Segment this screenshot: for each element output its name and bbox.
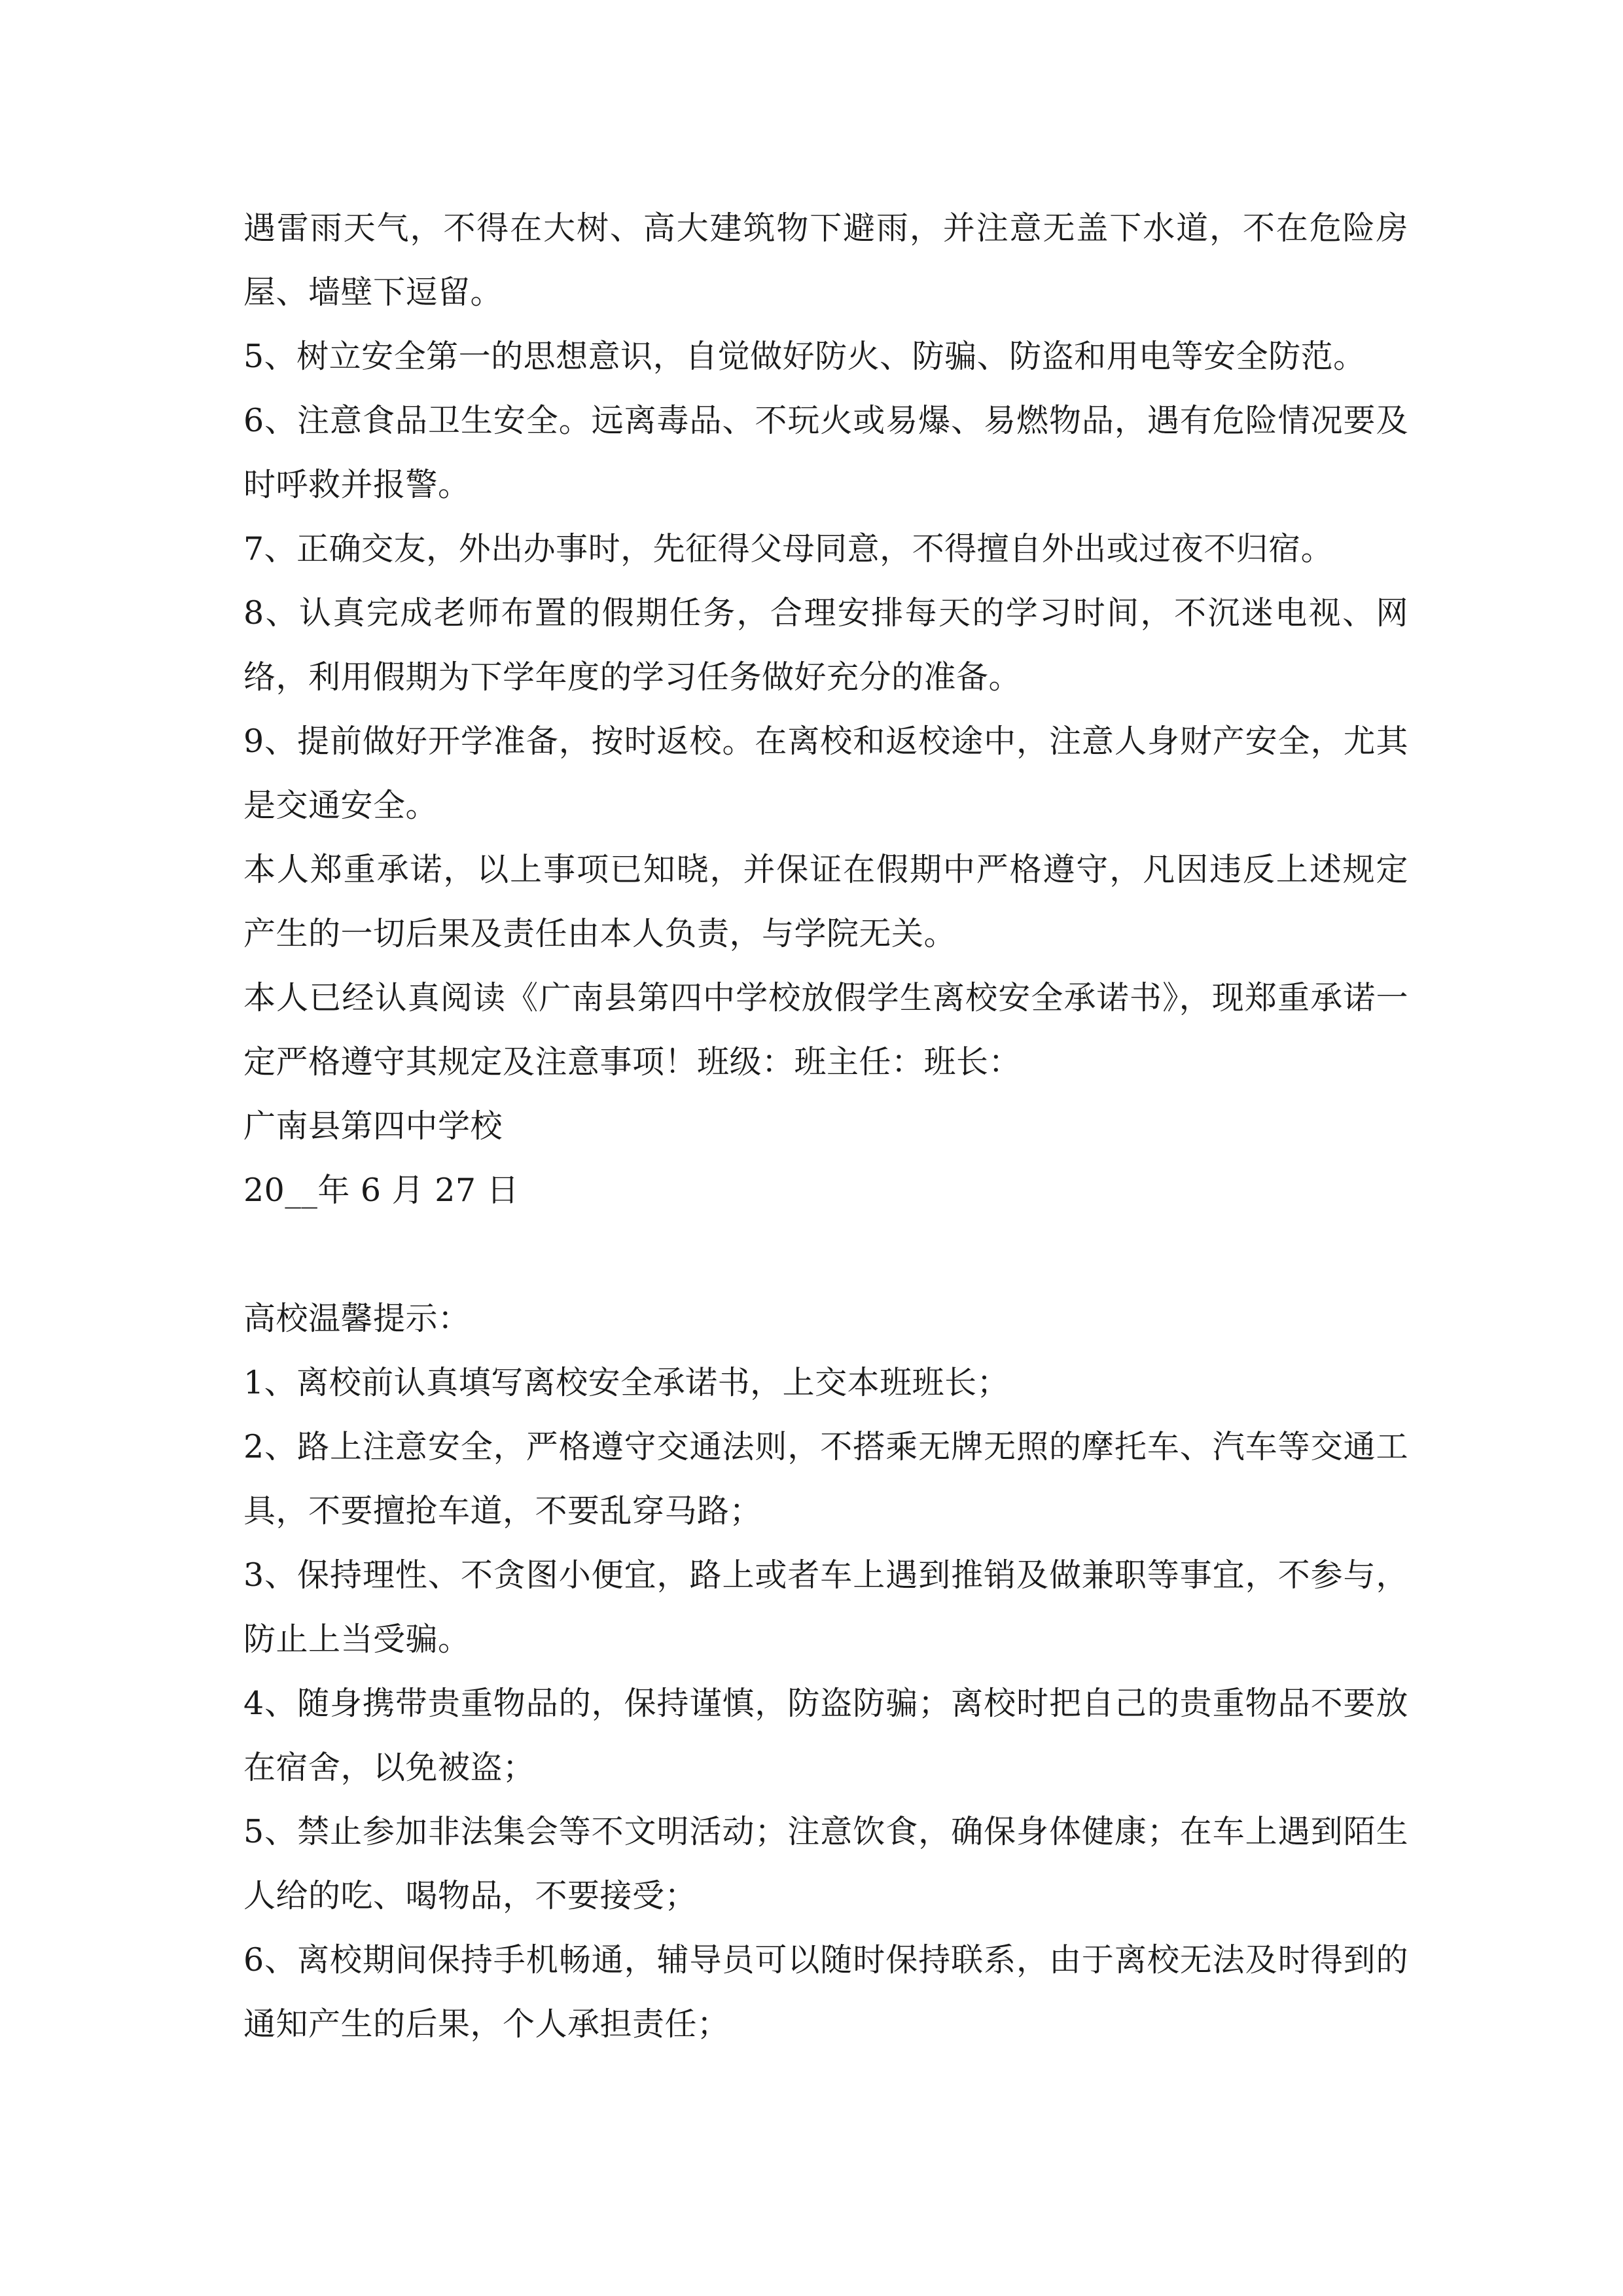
section-spacer: [243, 1223, 1408, 1287]
paragraph-item-9: 9、提前做好开学准备，按时返校。在离校和返校途中，注意人身财产安全，尤其是交通安全。: [243, 723, 1408, 824]
document-body: [243, 196, 1408, 2056]
document-date: 20__年 6 月 27 日: [243, 1172, 520, 1209]
paragraph-item-5: 5、树立安全第一的思想意识，自觉做好防火、防骗、防盗和用电等安全防范。: [243, 338, 1366, 375]
tip-item-5: 5、禁止参加非法集会等不文明活动；注意饮食，确保身体健康；在车上遇到陌生人给的吃、喝物品，不要接受；: [243, 1813, 1408, 1914]
paragraph-acknowledgement: 本人已经认真阅读《广南县第四中学校放假学生离校安全承诺书》，现郑重承诺一定严格遵守其规定及注意事项！班级：班主任：班长：: [243, 979, 1408, 1081]
tip-item-2: 2、路上注意安全，严格遵守交通法则，不搭乘无牌无照的摩托车、汽车等交通工具，不要擅抢车道，不要乱穿马路；: [243, 1428, 1408, 1530]
paragraph-pledge: 本人郑重承诺，以上事项已知晓，并保证在假期中严格遵守，凡因违反上述规定产生的一切后果及责任由本人负责，与学院无关。: [243, 851, 1408, 952]
paragraph-item-7: 7、正确交友，外出办事时，先征得父母同意，不得擅自外出或过夜不归宿。: [243, 530, 1334, 567]
paragraph-weather-safety: 遇雷雨天气，不得在大树、高大建筑物下避雨，并注意无盖下水道，不在危险房屋、墙壁下逗留。: [243, 209, 1408, 311]
school-name: 广南县第四中学校: [243, 1107, 503, 1145]
tip-item-1: 1、离校前认真填写离校安全承诺书，上交本班班长；: [243, 1364, 1010, 1401]
tip-item-6: 6、离校期间保持手机畅通，辅导员可以随时保持联系，由于离校无法及时得到的通知产生的后果，个人承担责任；: [243, 1941, 1408, 2043]
paragraph-item-8: 8、认真完成老师布置的假期任务，合理安排每天的学习时间，不沉迷电视、网络，利用假期为下学年度的学习任务做好充分的准备。: [243, 594, 1408, 696]
paragraph-item-6: 6、注意食品卫生安全。远离毒品、不玩火或易爆、易燃物品，遇有危险情况要及时呼救并报警。: [243, 402, 1408, 503]
tips-title: 高校温馨提示：: [243, 1300, 471, 1337]
tip-item-3: 3、保持理性、不贪图小便宜，路上或者车上遇到推销及做兼职等事宜，不参与，防止上当受骗。: [243, 1556, 1408, 1658]
tip-item-4: 4、随身携带贵重物品的，保持谨慎，防盗防骗；离校时把自己的贵重物品不要放在宿舍，以免被盗；: [243, 1685, 1408, 1786]
